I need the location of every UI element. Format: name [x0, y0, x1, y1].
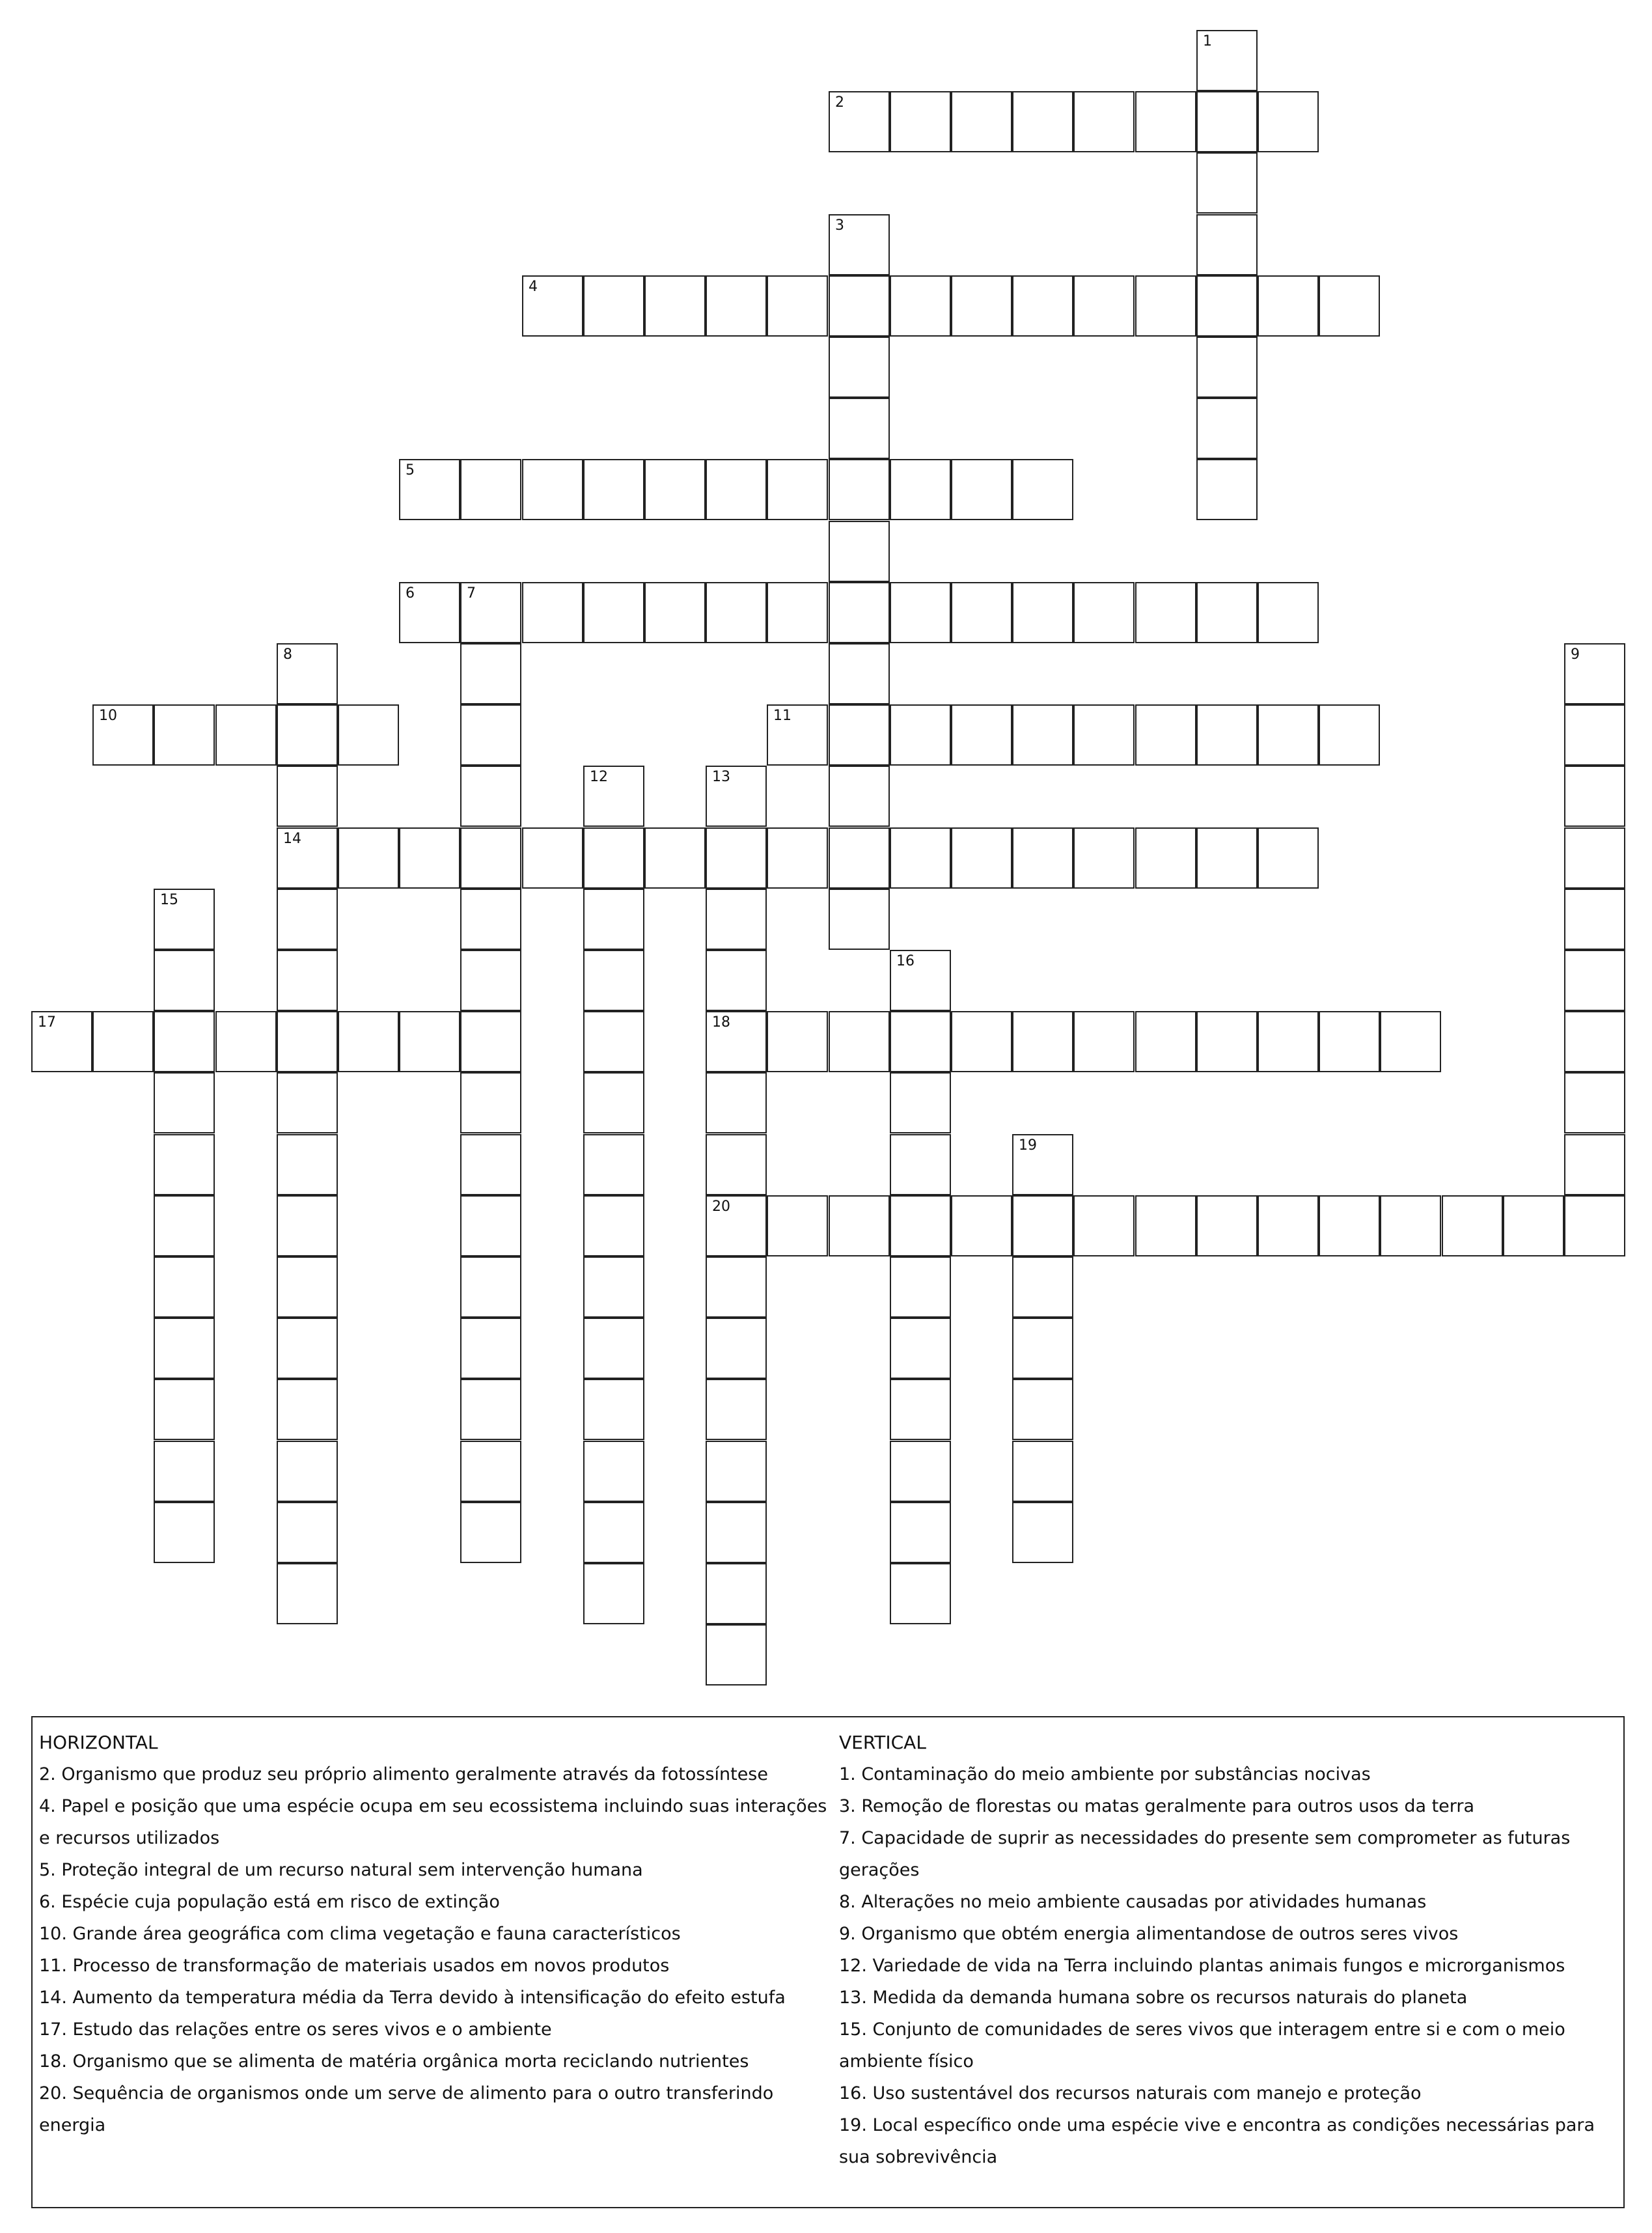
crossword-cell[interactable]	[890, 1256, 951, 1318]
crossword-cell[interactable]	[1073, 91, 1135, 152]
clue-number: 4	[529, 279, 538, 295]
crossword-cell[interactable]	[399, 582, 460, 643]
crossword-cell[interactable]	[1258, 1195, 1319, 1256]
crossword-cell[interactable]	[1258, 91, 1319, 152]
crossword-cell[interactable]	[706, 1441, 767, 1502]
crossword-cell[interactable]	[1135, 704, 1196, 766]
crossword-cell[interactable]	[951, 1011, 1012, 1072]
crossword-cell[interactable]	[890, 1318, 951, 1379]
crossword-cell[interactable]	[583, 582, 644, 643]
crossword-cell[interactable]	[522, 582, 583, 643]
crossword-cell[interactable]	[951, 91, 1012, 152]
crossword-cell[interactable]	[767, 1195, 828, 1256]
crossword-cell[interactable]	[951, 704, 1012, 766]
crossword-cell[interactable]	[460, 1195, 521, 1256]
clue-number: 17	[38, 1014, 56, 1031]
crossword-cell[interactable]	[1564, 1134, 1625, 1195]
crossword-cell[interactable]	[1012, 1256, 1073, 1318]
vertical-clues	[839, 1727, 1617, 2207]
crossword-cell[interactable]	[1319, 704, 1380, 766]
crossword-cell[interactable]	[277, 1318, 338, 1379]
crossword-cell[interactable]	[890, 459, 951, 520]
crossword-cell[interactable]	[31, 1011, 92, 1072]
crossword-cell[interactable]	[706, 1379, 767, 1440]
crossword-cell[interactable]	[460, 704, 521, 766]
clue-across-2: 2. Organismo que produz seu próprio alimento geralmente através da fotossíntese	[39, 1764, 768, 1784]
crossword-cell[interactable]	[1012, 704, 1073, 766]
crossword-cell[interactable]	[767, 459, 828, 520]
crossword-cell[interactable]	[277, 1072, 338, 1133]
crossword-cell[interactable]	[1012, 1441, 1073, 1502]
crossword-cell[interactable]	[829, 337, 890, 398]
crossword-cell[interactable]	[399, 827, 460, 889]
crossword-cell[interactable]	[706, 1072, 767, 1133]
crossword-cell[interactable]	[1196, 337, 1258, 398]
crossword-cell[interactable]	[1012, 91, 1073, 152]
crossword-cell[interactable]	[154, 1379, 215, 1440]
clue-across-6: 6. Espécie cuja população está em risco de extinção	[39, 1892, 500, 1912]
crossword-cell[interactable]	[951, 275, 1012, 337]
crossword-cell[interactable]	[767, 275, 828, 337]
crossword-cell[interactable]	[1012, 1011, 1073, 1072]
crossword-cell[interactable]	[1012, 582, 1073, 643]
clue-down-7: 7. Capacidade de suprir as necessidades do presente sem comprometer as futuras gerações	[838, 1828, 1571, 1880]
crossword-cell[interactable]	[154, 1134, 215, 1195]
crossword-cell[interactable]	[706, 582, 767, 643]
crossword-cell[interactable]	[460, 459, 521, 520]
clue-number: 5	[406, 462, 415, 478]
clue-number: 15	[160, 892, 178, 908]
crossword-cell[interactable]	[706, 1011, 767, 1072]
crossword-cell[interactable]	[1319, 1011, 1380, 1072]
crossword-cell[interactable]	[92, 1011, 154, 1072]
crossword-cell[interactable]	[1564, 1011, 1625, 1072]
crossword-cell[interactable]	[277, 1502, 338, 1563]
crossword-cell[interactable]	[890, 1134, 951, 1195]
crossword-cell[interactable]	[583, 1195, 644, 1256]
clue-across-10: 10. Grande área geográfica com clima vegetação e fauna característicos	[39, 1924, 681, 1944]
crossword-cell[interactable]	[1196, 827, 1258, 889]
clue-down-8: 8. Alterações no meio ambiente causadas por atividades humanas	[838, 1892, 1427, 1912]
crossword-cell[interactable]	[829, 459, 890, 520]
crossword-cell[interactable]	[767, 1011, 828, 1072]
crossword-cell[interactable]	[706, 1563, 767, 1624]
crossword-cell[interactable]	[1012, 1318, 1073, 1379]
crossword-cell[interactable]	[277, 1195, 338, 1256]
crossword-cell[interactable]	[1135, 827, 1196, 889]
crossword-cell[interactable]	[1196, 1011, 1258, 1072]
crossword-cell[interactable]	[1564, 704, 1625, 766]
crossword-cell[interactable]	[1135, 1195, 1196, 1256]
crossword-cell[interactable]	[644, 582, 706, 643]
crossword-cell[interactable]	[1564, 889, 1625, 950]
crossword-cell[interactable]	[951, 1195, 1012, 1256]
crossword-cell[interactable]	[1258, 704, 1319, 766]
crossword-cell[interactable]	[1196, 704, 1258, 766]
clue-down-16: 16. Uso sustentável dos recursos naturais com manejo e proteção	[838, 2083, 1422, 2103]
crossword-cell[interactable]	[829, 766, 890, 827]
crossword-cell[interactable]	[583, 1379, 644, 1440]
crossword-cell[interactable]	[706, 1134, 767, 1195]
crossword-cell[interactable]	[154, 1256, 215, 1318]
crossword-cell[interactable]	[1258, 582, 1319, 643]
crossword-cell[interactable]	[277, 1441, 338, 1502]
crossword-cell[interactable]	[583, 1256, 644, 1318]
clue-across-4: 4. Papel e posição que uma espécie ocupa em seu ecossistema incluindo suas interações e recursos utilizados	[39, 1796, 827, 1848]
crossword-cell[interactable]	[522, 459, 583, 520]
crossword-cell[interactable]	[460, 1011, 521, 1072]
clue-number: 12	[590, 769, 608, 785]
crossword-cell[interactable]	[644, 275, 706, 337]
crossword-cell[interactable]	[829, 704, 890, 766]
crossword-cell[interactable]	[1564, 827, 1625, 889]
crossword-cell[interactable]	[829, 275, 890, 337]
crossword-cell[interactable]	[1012, 1134, 1073, 1195]
crossword-cell[interactable]	[92, 704, 154, 766]
crossword-cell[interactable]	[277, 766, 338, 827]
clue-down-12: 12. Variedade de vida na Terra incluindo plantas animais fungos e microrganismos	[838, 1956, 1565, 1976]
crossword-cell[interactable]	[583, 1318, 644, 1379]
crossword-cell[interactable]	[706, 766, 767, 827]
clue-down-1: 1. Contaminação do meio ambiente por substâncias nocivas	[838, 1764, 1371, 1784]
crossword-cell[interactable]	[829, 214, 890, 275]
crossword-cell[interactable]	[706, 1624, 767, 1685]
clue-number: 2	[835, 94, 844, 111]
clue-down-3: 3. Remoção de florestas ou matas geralmente para outros usos da terra	[838, 1796, 1475, 1816]
crossword-cell[interactable]	[277, 1256, 338, 1318]
crossword-cell[interactable]	[154, 1072, 215, 1133]
crossword-cell[interactable]	[1012, 1379, 1073, 1440]
crossword-cell[interactable]	[1196, 582, 1258, 643]
clue-number: 9	[1571, 646, 1580, 663]
crossword-cell[interactable]	[522, 827, 583, 889]
crossword-cell[interactable]	[1196, 91, 1258, 152]
crossword-cell[interactable]	[890, 950, 951, 1011]
crossword-cell[interactable]	[1073, 1011, 1135, 1072]
crossword-cell[interactable]	[706, 950, 767, 1011]
crossword-cell[interactable]	[1135, 582, 1196, 643]
crossword-cell[interactable]	[399, 1011, 460, 1072]
crossword-cell[interactable]	[1196, 214, 1258, 275]
crossword-cell[interactable]	[1012, 827, 1073, 889]
crossword-cell[interactable]	[460, 889, 521, 950]
clue-across-5: 5. Proteção integral de um recurso natural sem intervenção humana	[39, 1860, 643, 1880]
crossword-cell[interactable]	[767, 827, 828, 889]
crossword-cell[interactable]	[277, 704, 338, 766]
crossword-cell[interactable]	[277, 1379, 338, 1440]
crossword-cell[interactable]	[460, 1318, 521, 1379]
crossword-cell[interactable]	[1012, 1502, 1073, 1563]
crossword-cell[interactable]	[890, 1072, 951, 1133]
crossword-cell[interactable]	[583, 1072, 644, 1133]
clue-number: 7	[467, 585, 476, 602]
clue-number: 8	[283, 646, 292, 663]
crossword-cell[interactable]	[767, 704, 828, 766]
crossword-cell[interactable]	[460, 827, 521, 889]
crossword-cell[interactable]	[767, 582, 828, 643]
crossword-cell[interactable]	[829, 827, 890, 889]
crossword-cell[interactable]	[338, 827, 399, 889]
crossword-cell[interactable]	[890, 704, 951, 766]
crossword-cell[interactable]	[154, 1011, 215, 1072]
crossword-cell[interactable]	[338, 1011, 399, 1072]
crossword-cell[interactable]	[1073, 1195, 1135, 1256]
crossword-cell[interactable]	[583, 1011, 644, 1072]
horizontal-heading: HORIZONTAL	[39, 1732, 158, 1753]
crossword-cell[interactable]	[951, 582, 1012, 643]
crossword-cell[interactable]	[1503, 1195, 1564, 1256]
crossword-cell[interactable]	[154, 1502, 215, 1563]
crossword-cell[interactable]	[338, 704, 399, 766]
horizontal-clues	[39, 1727, 839, 2207]
crossword-cell[interactable]	[1564, 1072, 1625, 1133]
crossword-cell[interactable]	[277, 643, 338, 704]
crossword-cell[interactable]	[583, 889, 644, 950]
crossword-cell[interactable]	[829, 582, 890, 643]
clue-down-9: 9. Organismo que obtém energia alimentandose de outros seres vivos	[838, 1924, 1459, 1944]
crossword-cell[interactable]	[890, 1563, 951, 1624]
crossword-cell[interactable]	[399, 459, 460, 520]
clue-number: 13	[712, 769, 730, 785]
crossword-cell[interactable]	[1196, 398, 1258, 459]
crossword-cell[interactable]	[154, 1195, 215, 1256]
clue-down-15: 15. Conjunto de comunidades de seres vivos que interagem entre si e com o meio ambiente físico	[838, 2019, 1565, 2072]
clue-across-11: 11. Processo de transformação de materiais usados em novos produtos	[39, 1956, 670, 1976]
clue-across-20: 20. Sequência de organismos onde um serve de alimento para o outro transferindo energia	[39, 2083, 774, 2135]
crossword-cell[interactable]	[706, 1195, 767, 1256]
crossword-cell[interactable]	[583, 827, 644, 889]
crossword-cell[interactable]	[706, 827, 767, 889]
crossword-cell[interactable]	[154, 1318, 215, 1379]
crossword-cell[interactable]	[829, 1011, 890, 1072]
clue-down-13: 13. Medida da demanda humana sobre os recursos naturais do planeta	[838, 1988, 1468, 2008]
crossword-cell[interactable]	[460, 1502, 521, 1563]
crossword-cell[interactable]	[277, 827, 338, 889]
crossword-cell[interactable]	[706, 1256, 767, 1318]
crossword-cell[interactable]	[890, 582, 951, 643]
crossword-cell[interactable]	[1196, 1195, 1258, 1256]
crossword-cell[interactable]	[1564, 950, 1625, 1011]
crossword-cell[interactable]	[1073, 275, 1135, 337]
crossword-cell[interactable]	[890, 1502, 951, 1563]
crossword-cell[interactable]	[1564, 766, 1625, 827]
crossword-cell[interactable]	[1196, 275, 1258, 337]
crossword-cell[interactable]	[706, 1502, 767, 1563]
crossword-cell[interactable]	[277, 950, 338, 1011]
crossword-cell[interactable]	[890, 91, 951, 152]
crossword-cell[interactable]	[277, 1134, 338, 1195]
crossword-cell[interactable]	[890, 1195, 951, 1256]
crossword-cell[interactable]	[522, 275, 583, 337]
crossword-cell[interactable]	[1196, 152, 1258, 214]
crossword-cell[interactable]	[154, 889, 215, 950]
clue-across-17: 17. Estudo das relações entre os seres vivos e o ambiente	[39, 2019, 552, 2040]
crossword-cell[interactable]	[460, 950, 521, 1011]
clue-number: 6	[406, 585, 415, 602]
crossword-cell[interactable]	[951, 459, 1012, 520]
crossword-cell[interactable]	[829, 1195, 890, 1256]
crossword-cell[interactable]	[1319, 275, 1380, 337]
crossword-cell[interactable]	[829, 643, 890, 704]
clue-number: 10	[99, 708, 117, 724]
crossword-cell[interactable]	[644, 459, 706, 520]
crossword-cell[interactable]	[890, 1011, 951, 1072]
crossword-cell[interactable]	[583, 1563, 644, 1624]
crossword-cell[interactable]	[215, 704, 277, 766]
crossword-cell[interactable]	[583, 766, 644, 827]
crossword-cell[interactable]	[890, 1441, 951, 1502]
crossword-cell[interactable]	[277, 1563, 338, 1624]
crossword-cell[interactable]	[277, 889, 338, 950]
crossword-cell[interactable]	[1258, 1011, 1319, 1072]
crossword-cell[interactable]	[706, 889, 767, 950]
clue-across-14: 14. Aumento da temperatura média da Terra devido à intensificação do efeito estufa	[39, 1988, 786, 2008]
crossword-cell[interactable]	[890, 275, 951, 337]
crossword-cell[interactable]	[1135, 91, 1196, 152]
crossword-cell[interactable]	[1012, 459, 1073, 520]
crossword-cell[interactable]	[1258, 827, 1319, 889]
crossword-cell[interactable]	[460, 1441, 521, 1502]
crossword-cell[interactable]	[706, 459, 767, 520]
crossword-cell[interactable]	[829, 398, 890, 459]
crossword-cell[interactable]	[215, 1011, 277, 1072]
crossword-cell[interactable]	[890, 827, 951, 889]
crossword-cell[interactable]	[706, 1318, 767, 1379]
crossword-cell[interactable]	[1073, 704, 1135, 766]
crossword-cell[interactable]	[644, 827, 706, 889]
crossword-cell[interactable]	[460, 582, 521, 643]
crossword-cell[interactable]	[1012, 1195, 1073, 1256]
crossword-cell[interactable]	[583, 1502, 644, 1563]
crossword-cell[interactable]	[1319, 1195, 1380, 1256]
crossword-cell[interactable]	[1196, 459, 1258, 520]
crossword-cell[interactable]	[1380, 1011, 1441, 1072]
crossword-cell[interactable]	[829, 521, 890, 582]
crossword-cell[interactable]	[1380, 1195, 1441, 1256]
crossword-cell[interactable]	[460, 766, 521, 827]
clue-box	[31, 1716, 1625, 2208]
vertical-heading: VERTICAL	[838, 1732, 926, 1753]
clue-across-18: 18. Organismo que se alimenta de matéria orgânica morta reciclando nutrientes	[39, 2051, 749, 2072]
crossword-cell[interactable]	[1073, 582, 1135, 643]
crossword-cell[interactable]	[583, 1134, 644, 1195]
crossword-cell[interactable]	[1442, 1195, 1503, 1256]
crossword-cell[interactable]	[1258, 275, 1319, 337]
crossword-cell[interactable]	[277, 1011, 338, 1072]
crossword-cell[interactable]	[583, 950, 644, 1011]
crossword-cell[interactable]	[890, 1379, 951, 1440]
crossword-cell[interactable]	[154, 1441, 215, 1502]
crossword-cell[interactable]	[583, 1441, 644, 1502]
crossword-cell[interactable]	[1012, 275, 1073, 337]
crossword-cell[interactable]	[706, 275, 767, 337]
clue-number: 11	[773, 708, 792, 724]
crossword-cell[interactable]	[1564, 643, 1625, 704]
clue-number: 18	[712, 1014, 730, 1031]
crossword-cell[interactable]	[829, 889, 890, 950]
clue-number: 3	[835, 217, 844, 234]
crossword-cell[interactable]	[460, 1134, 521, 1195]
crossword-cell[interactable]	[460, 1072, 521, 1133]
clue-number: 19	[1019, 1137, 1037, 1154]
crossword-cell[interactable]	[829, 91, 890, 152]
crossword-cell[interactable]	[1135, 1011, 1196, 1072]
crossword-cell[interactable]	[154, 704, 215, 766]
crossword-cell[interactable]	[460, 1256, 521, 1318]
clue-number: 20	[712, 1199, 730, 1215]
crossword-cell[interactable]	[460, 643, 521, 704]
clue-down-19: 19. Local específico onde uma espécie vive e encontra as condições necessárias para sua sobrevivência	[838, 2115, 1595, 2167]
crossword-cell[interactable]	[460, 1379, 521, 1440]
crossword-cell[interactable]	[583, 459, 644, 520]
crossword-cell[interactable]	[154, 950, 215, 1011]
clue-number: 14	[283, 831, 301, 847]
crossword-cell[interactable]	[1135, 275, 1196, 337]
crossword-cell[interactable]	[1196, 30, 1258, 91]
clue-number: 1	[1203, 33, 1212, 49]
crossword-cell[interactable]	[951, 827, 1012, 889]
crossword-cell[interactable]	[583, 275, 644, 337]
crossword-cell[interactable]	[1073, 827, 1135, 889]
crossword-cell[interactable]	[1564, 1195, 1625, 1256]
clue-number: 16	[896, 953, 915, 969]
